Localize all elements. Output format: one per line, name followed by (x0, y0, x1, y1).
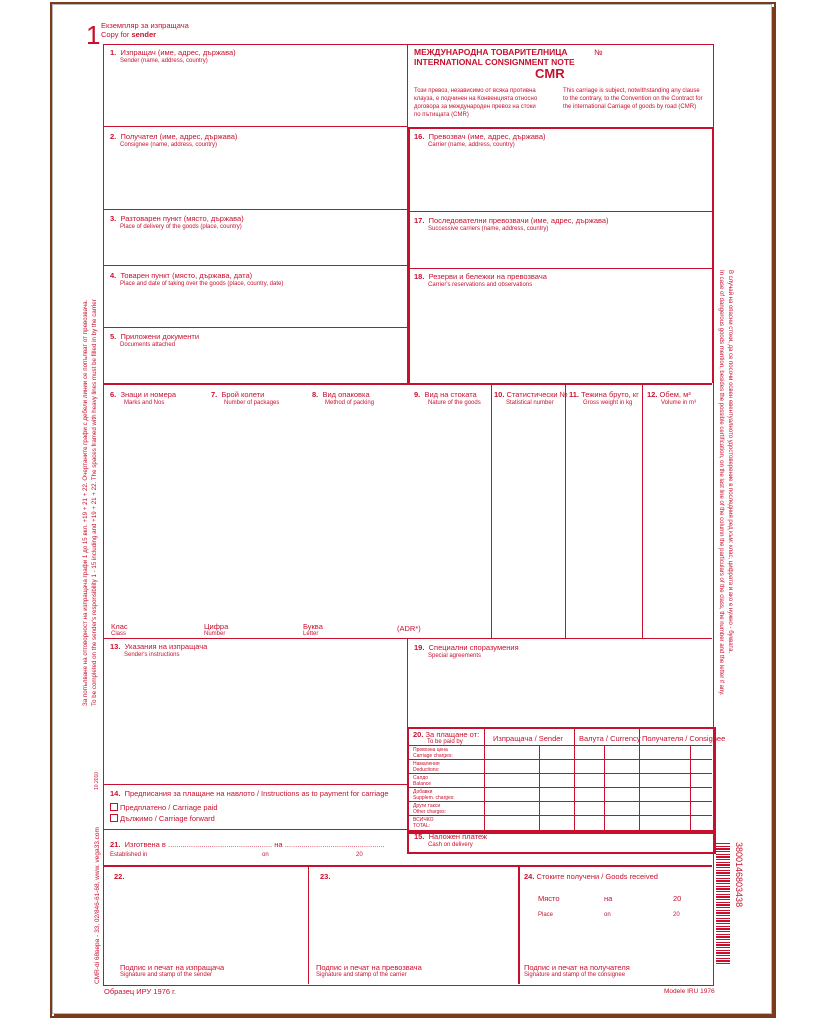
cmr-title: CMR (535, 66, 565, 81)
col-12 (642, 384, 643, 638)
f21-established: Established in (110, 852, 148, 858)
pay-row2 (407, 773, 712, 774)
f20-row-3-bg: Салдо (413, 775, 429, 781)
line-f3 (103, 265, 407, 266)
footer-left: Образец ИРУ 1976 г. (104, 987, 177, 996)
f15-sub: Cash on delivery (428, 842, 473, 848)
f24-na: на (604, 894, 613, 903)
f22-num: 22. (114, 872, 125, 881)
f23-num: 23. (320, 872, 331, 881)
note-en-3: the international Carriage of goods by road (CMR) (563, 104, 697, 110)
f5-sub: Documents attached (120, 342, 176, 348)
f9-label: 9. Вид на стоката (414, 390, 477, 399)
f12-sub: Volume in m³ (661, 400, 697, 406)
col-11 (565, 384, 566, 638)
f21-year: 20 (356, 852, 363, 858)
f20-row-5-bg: Други такси (413, 803, 441, 809)
col-10 (491, 384, 492, 638)
divider-13-19 (407, 638, 408, 728)
f1-label: 1. Изпращач (име, адрес, държава) (110, 48, 236, 57)
pay-row4 (407, 801, 712, 802)
f11-label: 11. Тежина бруто, кг (569, 390, 639, 399)
pay-row5 (407, 815, 712, 816)
line-sign-top (103, 865, 712, 867)
f2-label: 2. Получател (име, адрес, държава) (110, 132, 238, 141)
f14-label: 14. Предписания за плащане на навлото / Instructions as to payment for carriage (110, 789, 389, 798)
printer-imprint: CMR-di 68вера - 33, 02/846-61-68, www. vega33.com (94, 827, 101, 984)
f20-row-1-bg: Превозна цена (413, 747, 448, 753)
title-bg: МЕЖДУНАРОДНА ТОВАРИТЕЛНИЦА (414, 47, 568, 57)
f5-label: 5. Приложени документи (110, 332, 200, 341)
adr-marker: (ADR*) (397, 624, 421, 633)
f13-label: 13. Указания на изпращача (110, 642, 208, 651)
side-right-text-en: In case of dangerous goods mention, besides the possible certification, on the last line of the column the particulars of the class, the number and the letter if any. (718, 270, 724, 696)
title-en: INTERNATIONAL CONSIGNMENT NOTE (414, 57, 575, 67)
f20-row-2-bg: Намаления (413, 761, 440, 767)
side-left-text-bg: За попълване на отговорност на изпращача графи 1 до 15 вкл. +19 + 21 + 22. Очертаните графи с дебели линии се попълват от превозвача. (82, 299, 89, 706)
line-f16-top (407, 127, 712, 129)
f12-label: 12. Обем, м³ (647, 390, 691, 399)
side-left-text-en: To be completed on the sender's responsibility 1 - 15 including and +19 + 21 + 22. The spaces framed with heavy lines must be filled in by the carrier (91, 299, 98, 706)
pay-row1 (407, 759, 712, 760)
number-sign: № (594, 48, 603, 57)
divider-top-heavy (408, 128, 410, 384)
note-en-1: This carriage is subject, notwithstanding any clause (563, 88, 700, 94)
f1-sub: Sender (name, address, country) (120, 58, 208, 64)
f19-sub: Special agreements (428, 653, 482, 659)
f2-sub: Consignee (name, address, country) (120, 142, 218, 148)
f7-sub: Number of packages (224, 400, 280, 406)
line-f14-top (103, 784, 407, 785)
f20-col-consignee: Получателя / Consignee (642, 734, 726, 743)
f20-row-3-en: Balance (413, 781, 432, 787)
adr-number-bg: Цифра (204, 622, 229, 631)
note-bg-3: договора за международен превоз на стоки (414, 104, 536, 110)
pay-row3 (407, 787, 712, 788)
f24-on: on (604, 912, 611, 918)
f24-label: 24. Стоките получени / Goods received (524, 872, 658, 881)
line-f14-bottom (103, 829, 407, 830)
f23-sign-bg: Подпис и печат на превозвача (316, 963, 422, 972)
f8-label: 8. Вид опаковка (312, 390, 370, 399)
copy-label-en: Copy for sender (101, 30, 157, 39)
f20-row-2-en: Deductions: (413, 767, 440, 773)
f20-row-4-bg: Добавки (413, 789, 433, 795)
carriage-forward-checkbox[interactable] (110, 814, 118, 822)
date-code: 10.2010 (94, 771, 100, 790)
line-f1 (103, 126, 407, 127)
f3-sub: Place of delivery of the goods (place, country) (120, 224, 242, 230)
f24-place-en: Place (538, 912, 554, 918)
copy-label-bg: Екземпляр за изпращача (101, 21, 189, 30)
side-right-text-bg: В случай на опасни стоки, да се посочи освен евентуалното удостоверение в последния ред към: клас, цифрата и ако е нужно - буквата. (727, 270, 733, 654)
adr-letter-bg: Буква (303, 622, 323, 631)
note-en-2: to the contrary, to the Convention on the Contract for (563, 96, 703, 102)
adr-letter-en: Letter (303, 631, 319, 637)
f24-sign-en: Signature and stamp of the consignee (524, 972, 626, 978)
f18-sub: Carrier's reservations and observations (428, 282, 533, 288)
adr-class-bg: Клас (111, 622, 128, 631)
f16-sub: Carrier (name, address, country) (428, 142, 515, 148)
f6-sub: Marks and Nos (124, 400, 165, 406)
f9-sub: Nature of the goods (428, 400, 481, 406)
f17-label: 17. Последователни превозвачи (име, адрес, държава) (414, 216, 609, 225)
note-bg-1: Този превоз, независимо от всяка противна (414, 88, 536, 94)
f20-col-currency: Валута / Currency (579, 734, 641, 743)
f21-on: on (262, 852, 269, 858)
f7-label: 7. Брой колети (211, 390, 265, 399)
f3-label: 3. Разтоварен пункт (място, държава) (110, 214, 244, 223)
line-f4 (103, 327, 407, 328)
f22-sign-en: Signature and stamp of the sender (120, 972, 213, 978)
f6-label: 6. Знаци и номера (110, 390, 177, 399)
f4-label: 4. Товарен пункт (място, държава, дата) (110, 271, 253, 280)
f14-paid[interactable]: Предплатено / Carriage paid (110, 803, 218, 812)
f18-label: 18. Резерви и бележки на превозвача (414, 272, 547, 281)
line-f17-top (407, 211, 712, 212)
f17-sub: Successive carriers (name, address, country) (428, 226, 549, 232)
f20-row-5-en: Other charges: (413, 809, 447, 815)
f20-row-6-bg: ВСИЧКО (413, 817, 434, 823)
f20-label: 20. За плащане от: (413, 730, 480, 739)
f13-sub: Sender's instructions (124, 652, 180, 658)
note-bg-2: клауза, е подчинен на Конвенцията относно (414, 96, 538, 102)
f24-year2: 20 (673, 912, 680, 918)
f23-sign-en: Signature and stamp of the carrier (316, 972, 407, 978)
sign-col2 (518, 865, 520, 984)
f20-row-4-en: Supplem. charges: (413, 795, 455, 801)
right-heavy (712, 127, 714, 383)
f20-row-6-en: TOTAL: (413, 823, 431, 829)
barcode-digits: 3800146803438 (734, 842, 744, 908)
f20-row-1-en: Carriage charges: (413, 753, 453, 759)
f16-label: 16. Превозвач (име, адрес, държава) (414, 132, 546, 141)
sign-col1 (308, 865, 309, 984)
f24-place-bg: Място (538, 894, 560, 903)
f20-sub: To be paid by (427, 739, 463, 745)
f15-label: 15. Наложен платеж (414, 832, 488, 841)
footer-right: Modele IRU 1976 (664, 988, 715, 995)
note-bg-4: по пътищата (CMR) (414, 112, 469, 118)
f19-label: 19. Специални споразумения (414, 643, 519, 652)
line-f18-top (407, 268, 712, 269)
f11-sub: Gross weight in kg (583, 400, 633, 406)
f10-sub: Statistical number (506, 400, 554, 406)
line-goods-top (103, 383, 712, 385)
f20-col-sender: Изпращача / Sender (493, 734, 563, 743)
f10-label: 10. Статистически № (494, 390, 568, 399)
f21-label: 21. Изготвена в .................................................. на ................................................ (110, 840, 385, 849)
copy-number: 1 (86, 20, 101, 50)
carriage-paid-checkbox[interactable] (110, 803, 118, 811)
f22-sign-bg: Подпис и печат на изпращача (120, 963, 225, 972)
f8-sub: Method of packing (325, 400, 375, 406)
line-f2 (103, 209, 407, 210)
f4-sub: Place and date of taking over the goods (place, country, date) (120, 281, 284, 287)
f24-sign-bg: Подпис и печат на получателя (524, 963, 630, 972)
barcode (716, 842, 730, 964)
f24-year: 20 (673, 894, 682, 903)
adr-class-en: Class (111, 631, 127, 637)
f14-forward[interactable]: Дължимо / Carriage forward (110, 814, 215, 823)
adr-number-en: Number (204, 631, 226, 637)
